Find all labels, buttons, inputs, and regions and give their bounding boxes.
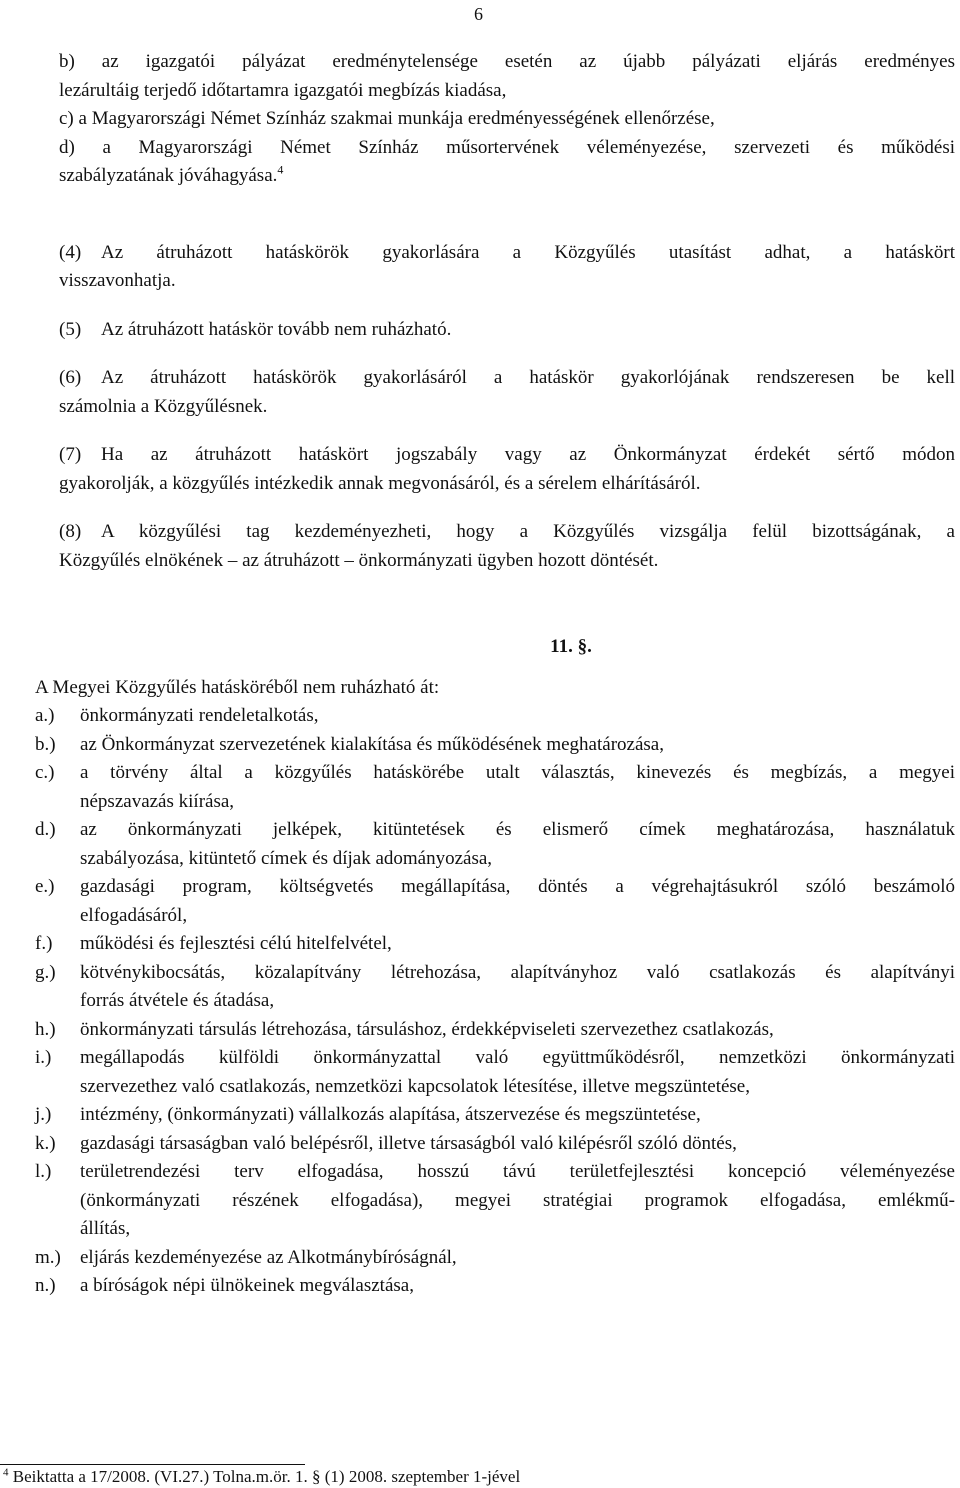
- list-item-line: a törvény által a közgyűlés hatáskörébe utalt választás, kinevezés és megbízás, a megyei: [80, 762, 955, 783]
- paragraph-7-number: (7): [59, 444, 82, 465]
- paragraph-4-line-1: [59, 239, 955, 268]
- intro-c: c) a Magyarországi Német Színház szakmai munkája eredményességének ellenőrzése,: [59, 108, 715, 129]
- paragraph-4-number: (4): [59, 241, 82, 263]
- list-item-line: eljárás kezdeményezése az Alkotmánybíróságnál,: [80, 1246, 457, 1268]
- list-item-label: e.): [35, 876, 55, 897]
- list-item-line: gazdasági program, költségvetés megállapítása, döntés a végrehajtásukról szóló beszámoló: [80, 876, 955, 897]
- list-item-line: elfogadásáról,: [80, 904, 188, 926]
- list-item-line: intézmény, (önkormányzati) vállalkozás alapítása, átszervezése és megszüntetése,: [80, 1104, 701, 1125]
- paragraph-4-line-2: visszavonhatja.: [59, 270, 176, 291]
- list-item-line: megállapodás külföldi önkormányzattal való együttműködésről, nemzetközi önkormányzati: [80, 1047, 955, 1068]
- list-item: [35, 816, 955, 873]
- paragraph-7-text-1: Ha az átruházott hatáskört jogszabály vagy az Önkormányzat érdekét sértő módon: [101, 444, 955, 465]
- intro-b-line-1: b) az igazgatói pályázat eredménytelensége esetén az újabb pályázati eljárás eredményes: [59, 51, 955, 72]
- list-item-label: b.): [35, 733, 56, 755]
- intro-d-line-2: szabályzatának jóváhagyása.: [59, 165, 278, 186]
- page-body: [3, 48, 955, 1486]
- paragraph-8-line-1: [59, 518, 955, 547]
- list-item-line: (önkormányzati részének elfogadása), megyei stratégiai programok elfogadása, emlékmű-: [80, 1189, 955, 1211]
- list-item: [35, 1016, 955, 1045]
- paragraph-6: [59, 364, 955, 421]
- list-item: [35, 1130, 955, 1159]
- paragraph-5-text-1: Az átruházott hatáskör tovább nem ruházható.: [101, 318, 452, 340]
- list-item: [35, 930, 955, 959]
- list-heading: A Megyei Közgyűlés hatásköréből nem ruházható át:: [35, 676, 440, 698]
- list-item-label: a.): [35, 705, 55, 726]
- list-item-line: forrás átvétele és átadása,: [80, 990, 275, 1011]
- list-item-label: n.): [35, 1275, 56, 1296]
- list-item-label: g.): [35, 961, 56, 983]
- paragraph-6-number: (6): [59, 367, 82, 388]
- list-item-label: d.): [35, 819, 56, 840]
- footnote-ref-4: 4: [277, 162, 284, 177]
- list-item: [35, 1158, 955, 1244]
- paragraph-8: [59, 518, 955, 575]
- list-item-label: j.): [35, 1104, 52, 1125]
- list-item-line: gazdasági társaságban való belépésről, illetve társaságból való kilépésről szóló döntés,: [80, 1132, 737, 1154]
- intro-d-line-2-wrap: [59, 162, 955, 191]
- paragraph-8-line-2: Közgyűlés elnökének – az átruházott – önkormányzati ügyben hozott döntését.: [59, 549, 659, 571]
- list-item-line: önkormányzati társulás létrehozása, társuláshoz, érdekképviseleti szervezethez csatlakozás,: [80, 1018, 774, 1040]
- list-item: [35, 1272, 955, 1301]
- list-item-line: az Önkormányzat szervezetének kialakítása és működésének meghatározása,: [80, 733, 664, 755]
- paragraph-7: [59, 441, 955, 498]
- list-item-label: i.): [35, 1047, 52, 1068]
- list-item: [35, 873, 955, 930]
- paragraph-5-line-1: [59, 316, 955, 345]
- paragraph-6-line-1: [59, 364, 955, 393]
- non-delegable-list: [35, 674, 955, 1301]
- list-item: [35, 1101, 955, 1130]
- list-item: [35, 731, 955, 760]
- list-item-line: az önkormányzati jelképek, kitüntetések és elismerő címek meghatározása, használatuk: [80, 819, 955, 840]
- list-item-label: c.): [35, 762, 55, 783]
- list-item-line: területrendezési terv elfogadása, hosszú távú területfejlesztési koncepció véleményezése: [80, 1161, 955, 1182]
- footnote-separator: [0, 1464, 305, 1465]
- footnote-number: 4: [3, 1466, 9, 1479]
- paragraph-5-number: (5): [59, 318, 82, 340]
- list-item: [35, 1244, 955, 1273]
- section-title: 11. §.: [550, 636, 592, 657]
- footnote: [3, 1466, 520, 1488]
- list-item: [35, 702, 955, 731]
- paragraph-6-line-2: számolnia a Közgyűlésnek.: [59, 395, 268, 417]
- intro-list: [59, 48, 955, 191]
- list-item-line: kötvénykibocsátás, közalapítvány létrehozása, alapítványhoz való csatlakozás és alapítványi: [80, 961, 955, 983]
- list-item-label: m.): [35, 1246, 61, 1268]
- footnote-text: Beiktatta a 17/2008. (VI.27.) Tolna.m.ör. 1. § (1) 2008. szeptember 1-jével: [12, 1467, 521, 1486]
- intro-b-line-2: lezárultáig terjedő időtartamra igazgatói megbízás kiadása,: [59, 79, 507, 101]
- paragraph-4-text-1: Az átruházott hatáskörök gyakorlására a Közgyűlés utasítást adhat, a hatáskört: [101, 241, 955, 263]
- list-item-line: szabályozása, kitüntető címek és díjak adományozása,: [80, 847, 493, 869]
- list-item-label: l.): [35, 1161, 52, 1182]
- list-item-label: h.): [35, 1018, 56, 1040]
- list-item: [35, 1044, 955, 1101]
- page-number: 6: [474, 4, 483, 24]
- paragraph-8-text-1: A közgyűlési tag kezdeményezheti, hogy a Közgyűlés vizsgálja felül bizottságának, a: [101, 521, 955, 542]
- list-item-label: k.): [35, 1132, 56, 1154]
- list-item-line: népszavazás kiírása,: [80, 790, 235, 812]
- list-item: [35, 959, 955, 1016]
- paragraph-8-number: (8): [59, 521, 82, 542]
- paragraph-5: [59, 316, 955, 345]
- paragraph-7-line-2: gyakorolják, a közgyűlés intézkedik annak megvonásáról, és a sérelem elhárításáról.: [59, 472, 701, 494]
- list-item-line: állítás,: [80, 1218, 131, 1239]
- list-item-line: a bíróságok népi ülnökeinek megválasztása,: [80, 1275, 414, 1296]
- list-item-line: működési és fejlesztési célú hitelfelvétel,: [80, 933, 392, 954]
- paragraph-7-line-1: [59, 441, 955, 470]
- intro-d-line-1: d) a Magyarországi Német Színház műsortervének véleményezése, szervezeti és működési: [59, 136, 955, 158]
- paragraph-4: [59, 239, 955, 296]
- list-item: [35, 759, 955, 816]
- list-items: [35, 702, 955, 1301]
- list-item-line: szervezethez való csatlakozás, nemzetközi kapcsolatok létesítése, illetve megszüntetése,: [80, 1075, 750, 1097]
- paragraph-6-text-1: Az átruházott hatáskörök gyakorlásáról a hatáskör gyakorlójának rendszeresen be kell: [101, 367, 955, 388]
- list-item-label: f.): [35, 933, 53, 954]
- list-item-line: önkormányzati rendeletalkotás,: [80, 705, 319, 726]
